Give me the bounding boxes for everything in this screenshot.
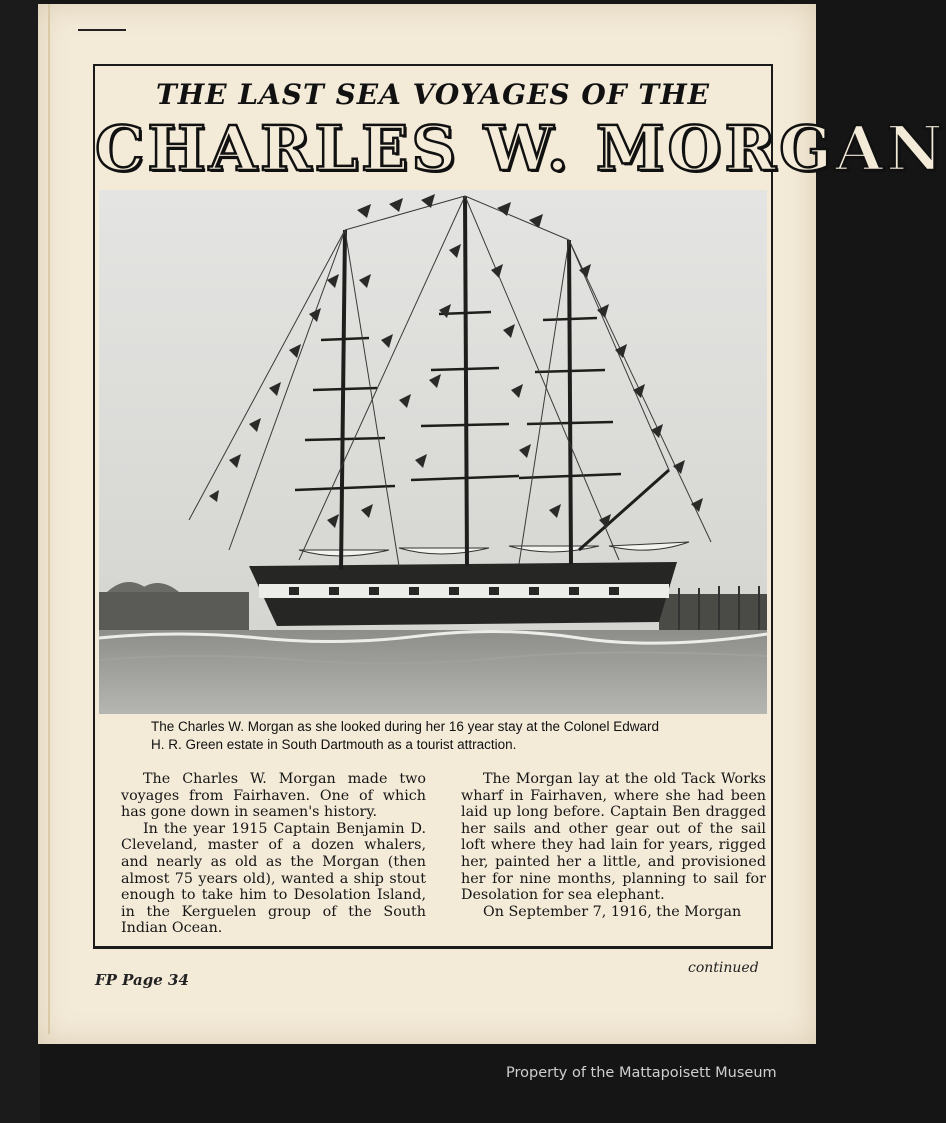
caption-line-2: H. R. Green estate in South Dartmouth as a tourist attraction.	[151, 737, 517, 752]
paragraph: The Charles W. Morgan made two voyages from Fairhaven. One of which has gone down in seamen's history.	[121, 771, 426, 821]
photo-caption	[151, 718, 731, 754]
page-fold-line	[48, 4, 50, 1034]
headline-kicker: THE LAST SEA VOYAGES OF THE	[155, 78, 711, 111]
ship-photo	[99, 190, 767, 714]
article-column-right	[461, 771, 766, 920]
ship-illustration	[99, 190, 767, 714]
caption-line-1: The Charles W. Morgan as she looked during her 16 year stay at the Colonel Edward	[151, 719, 660, 734]
page-number: FP Page 34	[95, 971, 189, 989]
scan-background	[0, 0, 40, 1123]
continued-note: continued	[688, 960, 759, 976]
paragraph: On September 7, 1916, the Morgan	[483, 903, 742, 920]
article-column-left	[121, 771, 426, 937]
paragraph: The Morgan lay at the old Tack Works wharf in Fairhaven, where she had been laid up long before. Captain Ben dragged her sails and other gear out of the sail loft where they had lain for years, rigged her, painted her a little, and provisioned her for nine months, planning to sail for Desolation for sea elephant.	[461, 771, 766, 904]
top-rule	[78, 29, 126, 31]
headline-title: CHARLES W. MORGAN	[95, 112, 946, 185]
museum-watermark: Property of the Mattapoisett Museum	[506, 1065, 777, 1081]
article-frame	[93, 64, 946, 949]
paragraph: In the year 1915 Captain Benjamin D. Cleveland, master of a dozen whalers, and nearly as old as the Morgan (then almost 75 years old), wanted a ship stout enough to take him to Desolation Island, in the Kerguelen group of the South Indian Ocean.	[121, 820, 426, 937]
